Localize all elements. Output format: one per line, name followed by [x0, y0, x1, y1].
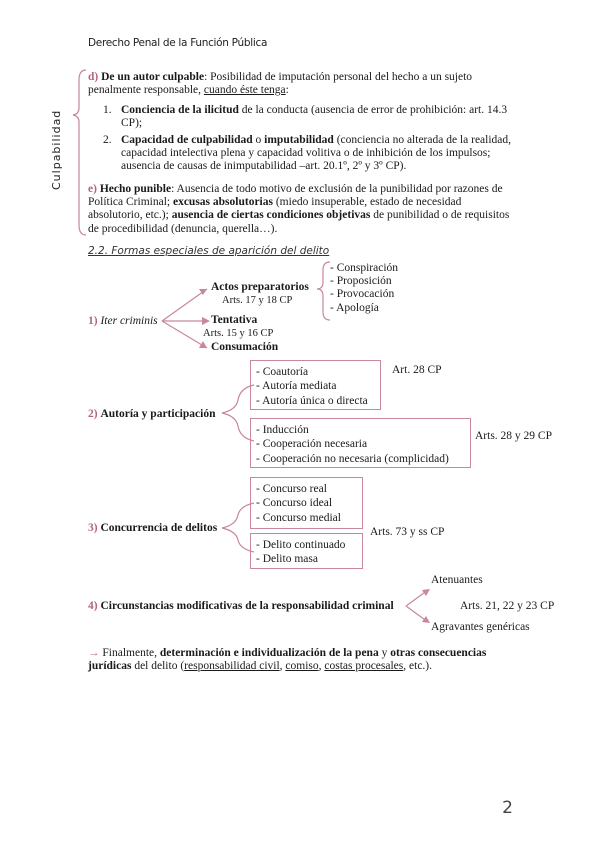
item-d-letter: d) [88, 71, 99, 83]
iter-branch-lines [162, 289, 207, 348]
item-e-letter: e) [88, 183, 97, 195]
circunstancias-ref: Arts. 21, 22 y 23 CP [460, 600, 555, 612]
list-item: - Cooperación necesaria [256, 438, 368, 451]
actos-ref: Arts. 17 y 18 CP [222, 295, 293, 306]
list-item: - Delito masa [256, 553, 318, 566]
list-item: - Provocación [330, 288, 395, 301]
arrow-agravantes [422, 616, 430, 623]
list-item: - Coautoría [256, 366, 309, 378]
item-d-title: De un autor culpable [101, 71, 205, 83]
list-item: - Conspiración [330, 262, 399, 274]
list-item: - Autoría única o directa [256, 394, 368, 407]
item-d-paragraph: d) De un autor culpable: Posibilidad de imputación personal del hecho a un sujeto penalmente responsable, cuando éste tenga: [88, 71, 473, 97]
tentativa: Tentativa [211, 314, 258, 326]
side-label-culpabilidad: Culpabilidad [50, 109, 63, 190]
autoria-box-1 [250, 360, 381, 410]
item-d-text: : Posibilidad de imputación personal del hecho a un sujeto penalmente responsable, [88, 71, 473, 97]
list-item: - Concurso ideal [256, 497, 333, 510]
tentativa-ref: Arts. 15 y 16 CP [203, 328, 274, 339]
culpabilidad-bracket [73, 70, 86, 235]
page-number: 2 [502, 798, 513, 818]
list-item: - Autoría mediata [256, 380, 337, 393]
atenuantes: Atenuantes [431, 574, 483, 586]
circunstancias-label: 4) Circunstancias modificativas de la responsabilidad criminal [88, 600, 394, 612]
section-title: 2.2. Formas especiales de aparición del delito [88, 245, 330, 257]
arrow-atenuantes [422, 589, 430, 596]
concurrencia-box-1 [250, 477, 363, 529]
list-number-2: 2. [103, 134, 112, 146]
concurrencia-box-2 [250, 533, 363, 569]
actos-list [330, 262, 450, 315]
concurrencia-ref: Arts. 73 y ss CP [370, 526, 445, 538]
list-item: - Concurso medial [256, 511, 341, 524]
circunstancias-branch-lines [406, 590, 428, 622]
list-item: - Cooperación no necesaria (complicidad) [256, 452, 449, 465]
document-header: Derecho Penal de la Función Pública [88, 37, 268, 49]
consumacion: Consumación [211, 341, 279, 353]
final-paragraph: → Finalmente, determinación e individualización de la pena y otras consecuencias jurídicas del delito (responsabilidad civil, comiso, costas procesales, etc.). [88, 647, 487, 673]
arrow-tentativa [202, 317, 210, 325]
autoria-label: 2) Autoría y participación [88, 408, 216, 420]
actos-brace [317, 262, 330, 320]
autoria-box-2 [250, 418, 471, 468]
list-item: - Apología [330, 301, 379, 314]
autoria-ref-1: Art. 28 CP [392, 364, 442, 376]
list-item-conciencia: Conciencia de la ilicitud de la conducta (ausencia de error de prohibición: art. 14.3 CP); [121, 104, 508, 130]
list-item-capacidad: Capacidad de culpabilidad o imputabilidad (conciencia no alterada de la realidad, capacidad intelectiva plena y capacidad volitiva o de inhibición de los impulsos; ausencia de causas de inimputabilidad –art. 20.1º, 2º y 3º CP). [121, 134, 512, 173]
item-e-paragraph: e) Hecho punible: Ausencia de todo motivo de exclusión de la punibilidad por razones de Política Criminal; excusas absolutorias (miedo insuperable, estado de necesidad absolutorio, etc.); ausencia de ciertas condiciones objetivas de punibilidad o de requisitos de procedibilidad (denuncia, querella…). [88, 183, 510, 235]
list-item: - Inducción [256, 424, 309, 436]
list-item: - Concurso real [256, 483, 327, 495]
arrow-right-icon: → [88, 647, 100, 659]
iter-criminis-label: 1) Iter criminis [88, 315, 158, 327]
actos-preparatorios: Actos preparatorios [211, 281, 309, 293]
agravantes: Agravantes genéricas [431, 621, 530, 633]
item-d-underlined: cuando éste tenga [203, 84, 286, 97]
concurrencia-label: 3) Concurrencia de delitos [88, 522, 218, 534]
list-number-1: 1. [103, 104, 112, 116]
list-item: - Proposición [330, 275, 392, 288]
autoria-ref-2: Arts. 28 y 29 CP [475, 430, 552, 442]
list-item: - Delito continuado [256, 539, 346, 551]
